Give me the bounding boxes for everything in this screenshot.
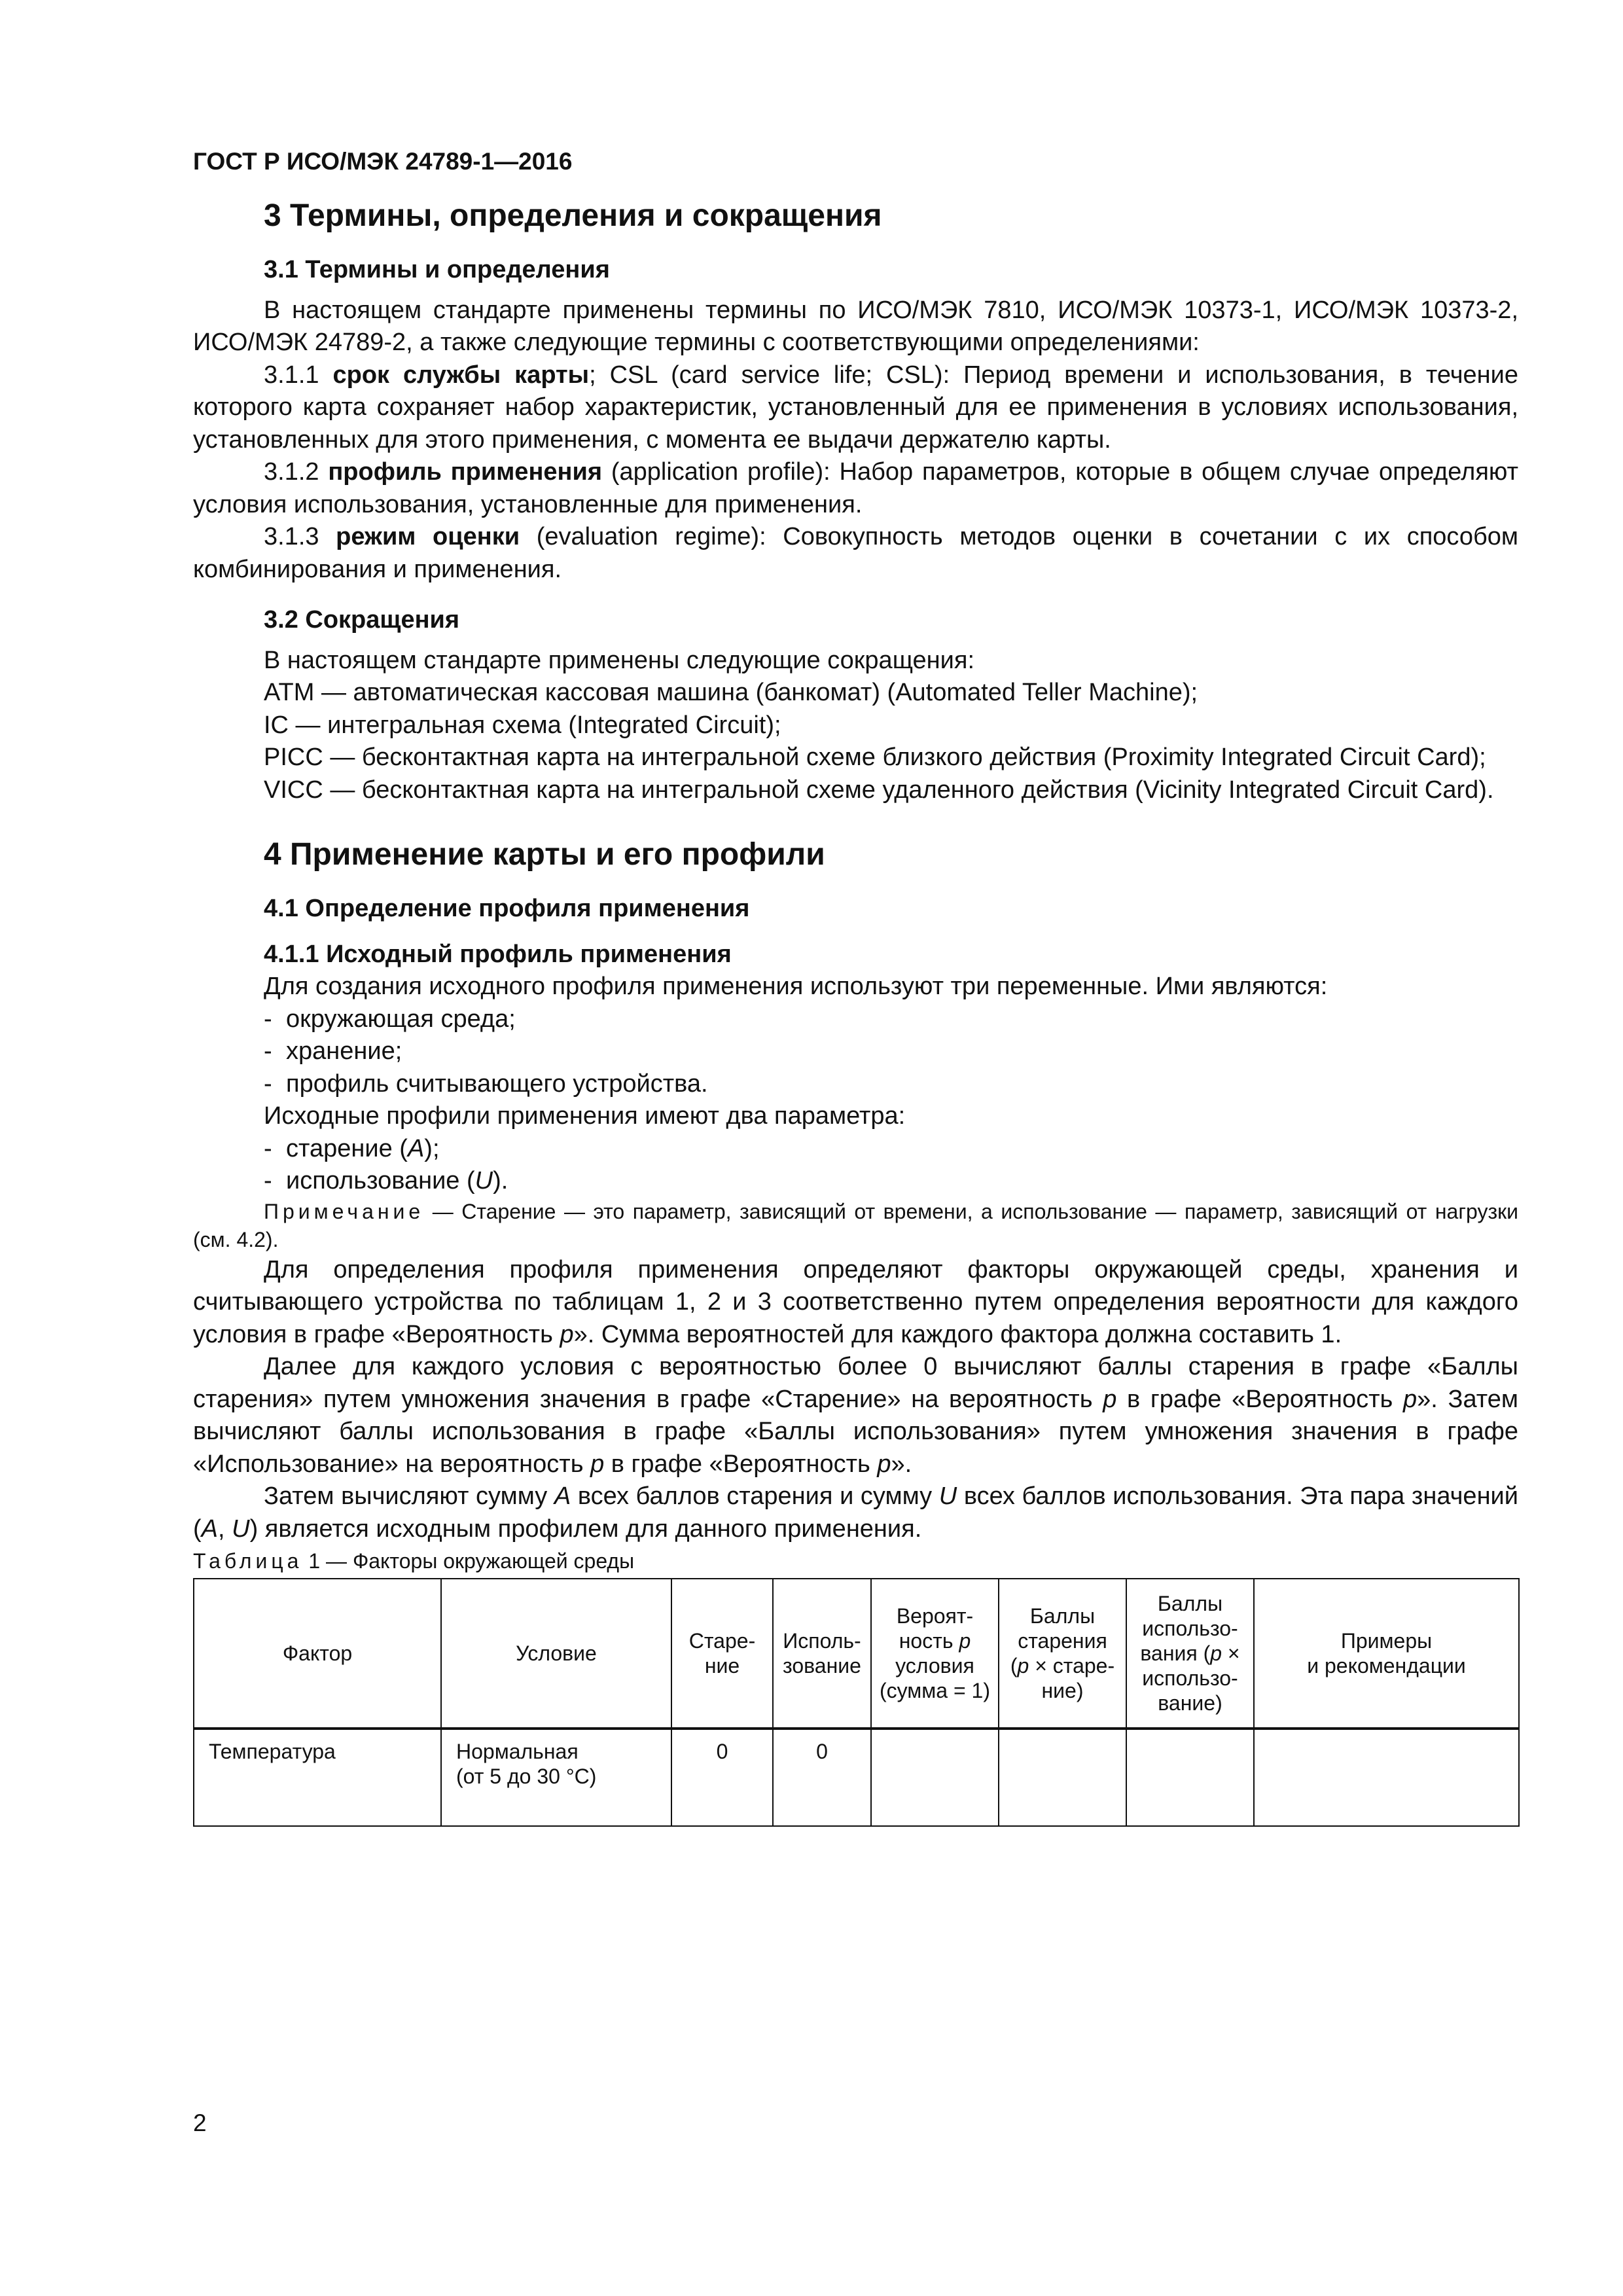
column-header-aging-score: Баллы старения (p × старе- ние) [999,1579,1126,1729]
cell-usage: 0 [773,1729,871,1826]
column-header-factor: Фактор [194,1579,441,1729]
table-row [194,1729,1519,1826]
list-item: - профиль считывающего устройства. [264,1068,1518,1101]
list-item: - старение (A); [264,1133,1518,1166]
cell-condition: Нормальная (от 5 до 30 °C) [441,1729,671,1826]
page-content [193,196,1518,1827]
abbreviations-intro: В настоящем стандарте применены следующие сокращения: [264,646,975,674]
document-id-header: ГОСТ Р ИСО/МЭК 24789-1—2016 [193,148,573,175]
term-name: срок службы карты [332,361,590,389]
term-name: профиль применения [328,458,603,486]
paragraph-sums: Затем вычисляют сумму A всех баллов старения и сумму U всех баллов использования. Эта пара значений (A, U) является исходным профилем для данного применения. [193,1482,1519,1543]
cell-probability [871,1729,999,1826]
paragraph-scores: Далее для каждого условия с вероятностью более 0 вычисляют баллы старения в графе «Баллы старения» путем умножения значения в графе «Старение» на вероятность p в графе «Вероятность p». Затем вычисляют баллы использования в графе «Баллы использования» путем умножения значения в графе «Использование» на вероятность p в графе «Вероятность p». [193,1353,1518,1478]
page-number: 2 [193,2109,207,2136]
cell-factor: Температура [194,1729,441,1826]
term-name: режим оценки [336,523,520,550]
section-4-1-1-title: 4.1.1 Исходный профиль применения [264,940,732,968]
terms-intro: В настоящем стандарте применены термины по ИСО/МЭК 7810, ИСО/МЭК 10373-1, ИСО/МЭК 10373-2, ИСО/МЭК 24789-2, а также следующие термины с соответствующими определениями: [193,296,1518,356]
term-3-1-2: 3.1.2 профиль применения (application profile): Набор параметров, которые в общем случае определяют условия использования, установленные для применения. [193,458,1518,518]
note-label: Примечание [264,1199,425,1223]
section-4-title: 4 Применение карты и его профили [264,837,825,872]
environment-factors-table [193,1578,1520,1827]
parameters-list [193,1133,1518,1198]
cell-examples [1254,1729,1519,1826]
term-3-1-3: 3.1.3 режим оценки (evaluation regime): Совокупность методов оценки в сочетании с их способом комбинирования и применения. [193,523,1518,583]
variables-intro: Для создания исходного профиля применения используют три переменные. Ими являются: [264,973,1328,1000]
list-item: - окружающая среда; [264,1003,1518,1036]
column-header-probability: Вероят- ность p условия (сумма = 1) [871,1579,999,1729]
parameters-intro: Исходные профили применения имеют два параметра: [264,1102,906,1130]
table-1-caption: Таблица 1 — Факторы окружающей среды [193,1549,635,1573]
column-header-usage: Исполь- зование [773,1579,871,1729]
section-3-1-title: 3.1 Термины и определения [264,256,610,283]
section-3-title: 3 Термины, определения и сокращения [264,198,882,233]
abbreviation-vicc: VICC — бесконтактная карта на интегральной схеме удаленного действия (Vicinity Integrated Circuit Card). [264,776,1494,804]
variables-list [193,1003,1518,1101]
abbreviation-picc: PICC — бесконтактная карта на интегральной схеме близкого действия (Proximity Integrated Circuit Card); [264,744,1486,771]
list-item: - использование (U). [264,1165,1518,1198]
cell-aging: 0 [671,1729,773,1826]
column-header-aging: Старе- ние [671,1579,773,1729]
column-header-condition: Условие [441,1579,671,1729]
list-item: - хранение; [264,1035,1518,1068]
section-3-2-title: 3.2 Сокращения [264,606,460,634]
paragraph-profile-definition: Для определения профиля применения определяют факторы окружающей среды, хранения и считывающего устройства по таблицам 1, 2 и 3 соответственно путем определения вероятности для каждого условия в графе «Вероятность p». Сумма вероятностей для каждого фактора должна составить 1. [193,1255,1518,1348]
cell-usage-score [1126,1729,1254,1826]
column-header-usage-score: Баллы использо- вания (p × использо- вание) [1126,1579,1254,1729]
abbreviation-atm: ATM — автоматическая кассовая машина (банкомат) (Automated Teller Machine); [264,679,1198,706]
abbreviation-ic: IC — интегральная схема (Integrated Circuit); [264,711,781,739]
cell-aging-score [999,1729,1126,1826]
column-header-examples: Примеры и рекомендации [1254,1579,1519,1729]
section-4-1-title: 4.1 Определение профиля применения [264,895,750,922]
term-3-1-1: 3.1.1 срок службы карты; CSL (card service life; CSL): Период времени и использования, в течение которого карта сохраняет набор характеристик, установленный для ее применения в условиях использования, установленных для этого применения, с момента ее выдачи держателю карты. [193,361,1518,454]
table-header-row [194,1579,1519,1729]
note: Примечание — Старение — это параметр, зависящий от времени, а использование — параметр, зависящий от нагрузки (см. 4.2). [193,1199,1518,1251]
